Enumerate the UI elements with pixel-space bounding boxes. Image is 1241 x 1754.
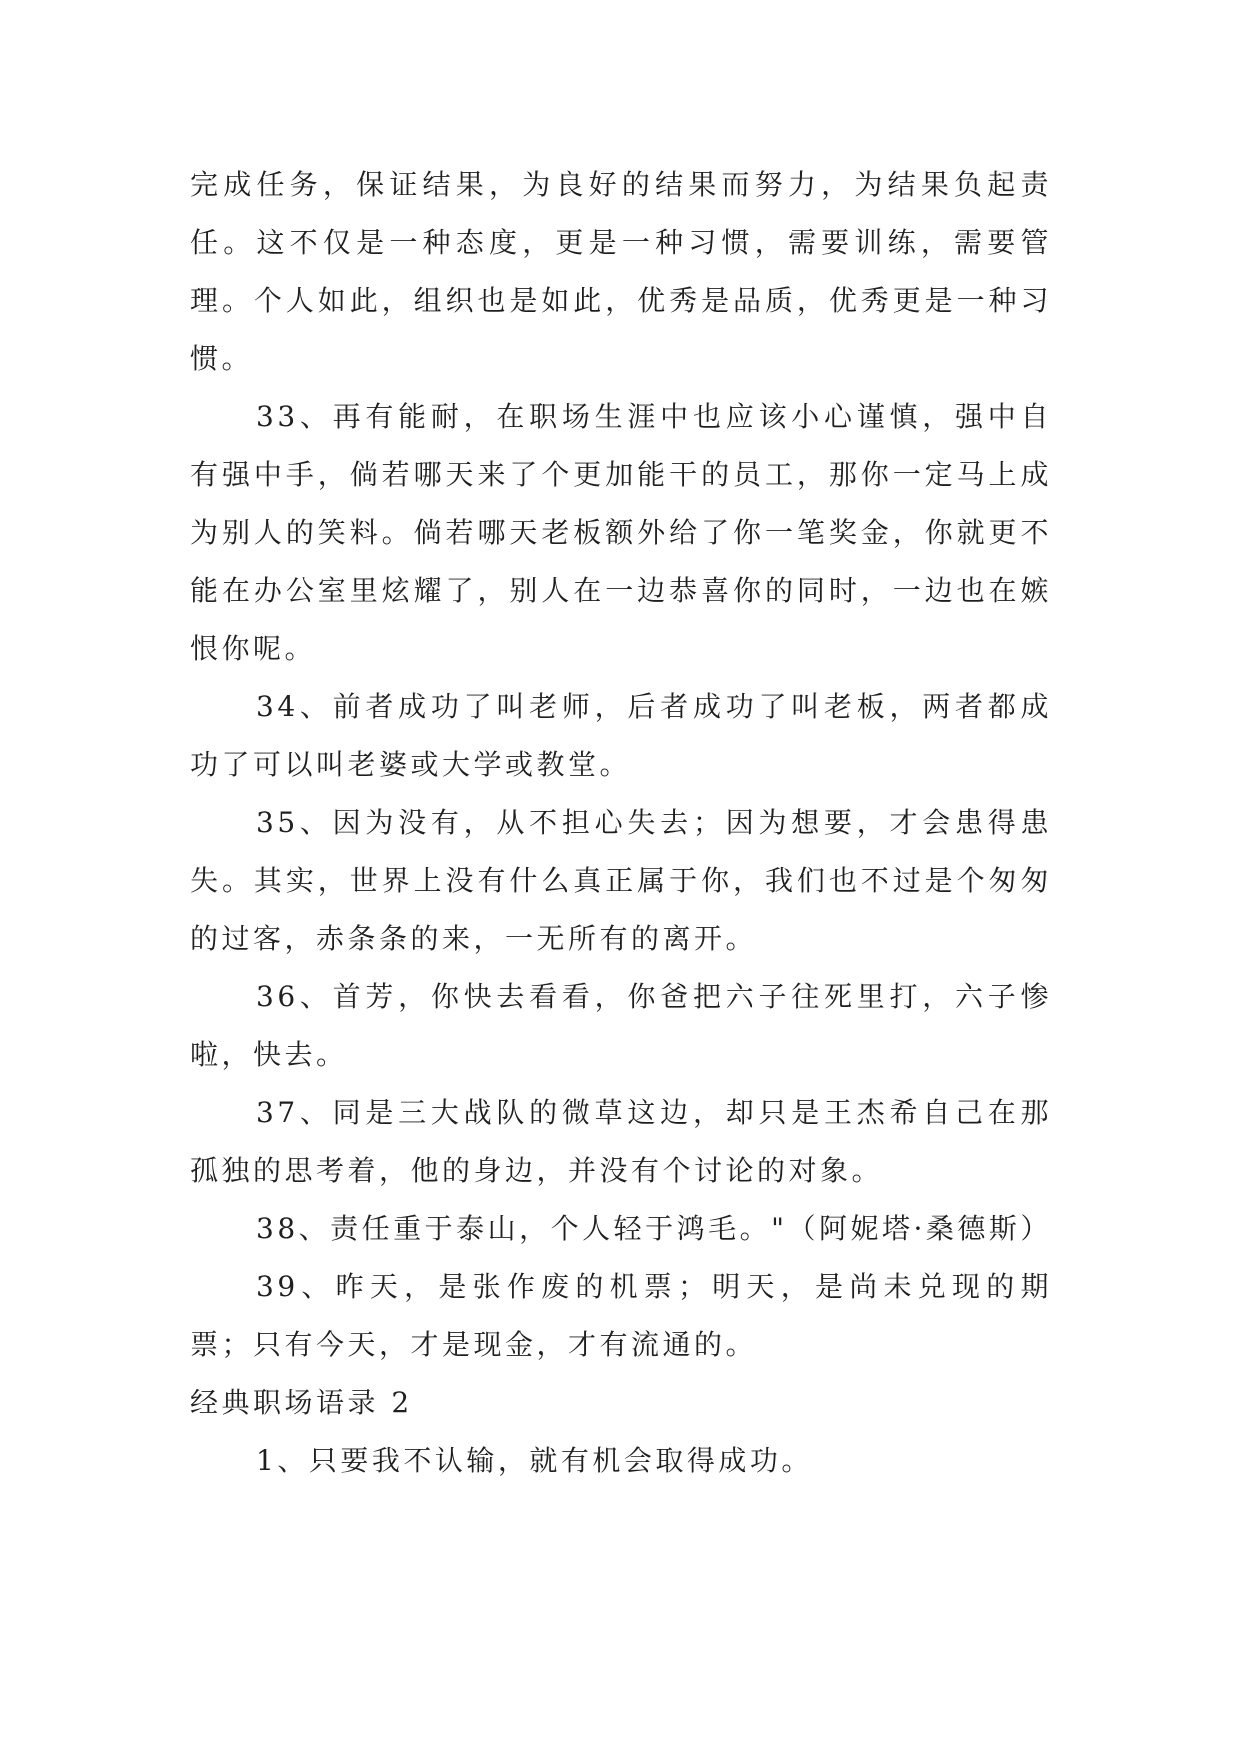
quote-38: 38、责任重于泰山，个人轻于鸿毛。"（阿妮塔·桑德斯） — [256, 1212, 1052, 1245]
quote-34: 34、前者成功了叫老师，后者成功了叫老板，两者都成功了可以叫老婆或大学或教堂。 — [190, 690, 1052, 781]
section-heading: 经典职场语录 2 — [190, 1386, 413, 1419]
document-body — [190, 156, 1052, 1490]
paragraph-continuation: 完成任务，保证结果，为良好的结果而努力，为结果负起责任。这不仅是一种态度，更是一种习惯，需要训练，需要管理。个人如此，组织也是如此，优秀是品质，优秀更是一种习惯。 — [190, 168, 1052, 375]
section-quote-1: 1、只要我不认输，就有机会取得成功。 — [256, 1444, 813, 1477]
quote-37: 37、同是三大战队的微草这边，却只是王杰希自己在那孤独的思考着，他的身边，并没有个讨论的对象。 — [190, 1096, 1052, 1187]
quote-39: 39、昨天，是张作废的机票；明天，是尚未兑现的期票；只有今天，才是现金，才有流通的。 — [190, 1270, 1052, 1361]
quote-36: 36、首芳，你快去看看，你爸把六子往死里打，六子惨啦，快去。 — [190, 980, 1052, 1071]
quote-35: 35、因为没有，从不担心失去；因为想要，才会患得患失。其实，世界上没有什么真正属于你，我们也不过是个匆匆的过客，赤条条的来，一无所有的离开。 — [190, 806, 1052, 955]
quote-33: 33、再有能耐，在职场生涯中也应该小心谨慎，强中自有强中手，倘若哪天来了个更加能干的员工，那你一定马上成为别人的笑料。倘若哪天老板额外给了你一笔奖金，你就更不能在办公室里炫耀了，别人在一边恭喜你的同时，一边也在嫉恨你呢。 — [190, 400, 1052, 665]
